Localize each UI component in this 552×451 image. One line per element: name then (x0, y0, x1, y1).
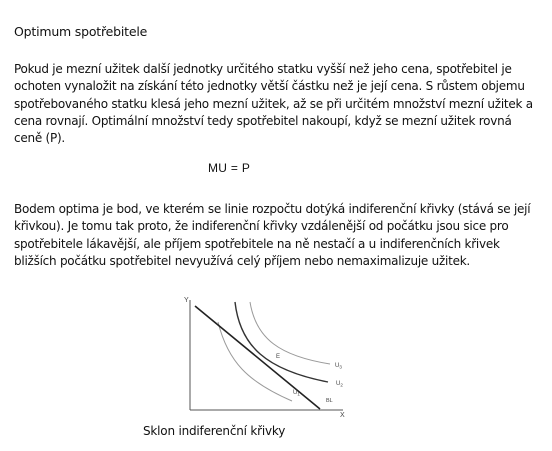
curve-label-u1-subscript: 1 (297, 391, 300, 397)
curve-label-u1 (293, 390, 300, 397)
curve-label-u2 (336, 381, 343, 388)
curve-label-u1-letter: U (293, 390, 298, 396)
figure-caption: Sklon indiferenční křivky (143, 424, 286, 438)
curve-label-u2-letter: U (336, 381, 341, 387)
paragraph-marginal-utility: Pokud je mezní užitek další jednotky určitého statku vyšší než jeho cena, spotřebitel je ochoten vynaložit na získání této jednotky větší částku než je její cena. S růstem objemu spotřebovaného statku klesá jeho mezní užitek, až se při určitém množství mezní užitek a cena rovnají. Optimální množství tedy spotřebitel nakoupí, když se mezní užitek rovná ceně (P). (14, 62, 533, 146)
formula-mu-equals-p: MU = P (208, 161, 251, 175)
indifference-curve-diagram (180, 294, 358, 420)
indifference-curve-figure (180, 294, 358, 420)
optimum-point-label: E (276, 354, 281, 360)
y-axis-label: Y (184, 297, 189, 304)
x-axis-label: X (340, 412, 345, 419)
curve-label-u2-subscript: 2 (340, 382, 343, 388)
budget-line-label: BL (326, 398, 333, 404)
curve-label-u3 (335, 363, 342, 370)
paragraph-optimum-point: Bodem optima je bod, ve kterém se linie rozpočtu dotýká indiferenční křivky (stává se její křivkou). Je tomu tak proto, že indiferenční křivky vzdálenější od počátku jsou sice pro spotřebitele lákavější, ale příjem spotřebitele na ně nestačí a u indiferenčních křivek bližších počátku spotřebitel nevyužívá celý příjem nebo nemaximalizuje užitek. (14, 202, 531, 268)
page-title: Optimum spotřebitele (14, 24, 148, 39)
curve-label-u3-subscript: 3 (339, 364, 342, 370)
curve-label-u3-letter: U (335, 363, 340, 369)
indifference-curve-u2 (235, 302, 328, 382)
